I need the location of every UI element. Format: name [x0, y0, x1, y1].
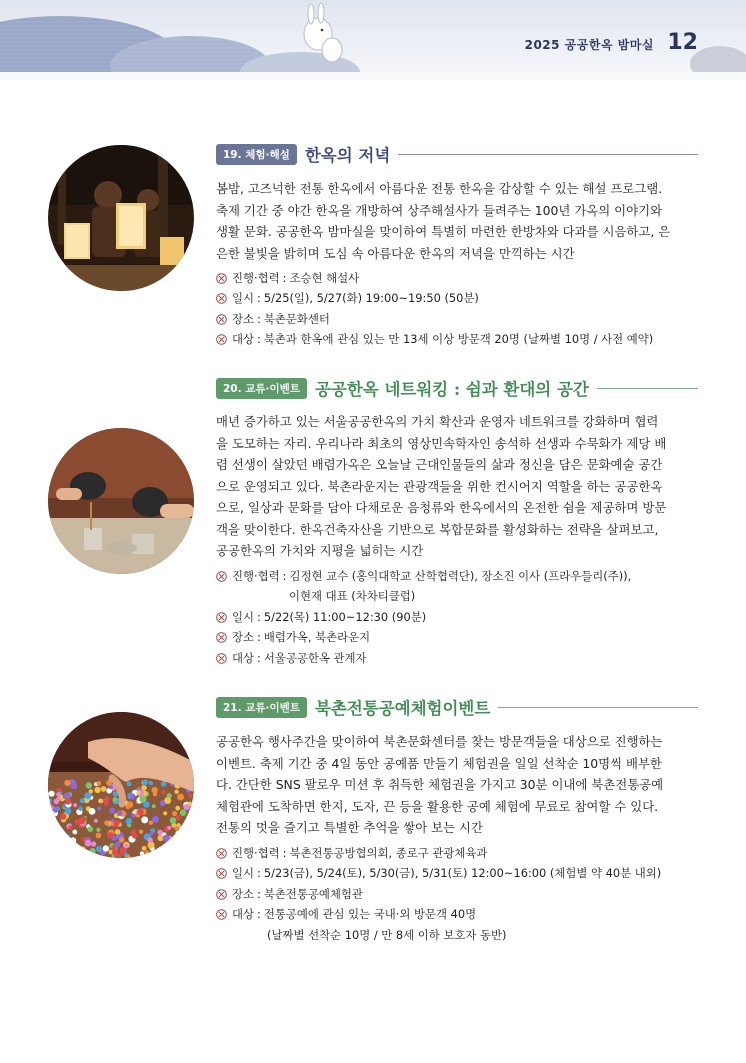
title-divider — [398, 154, 698, 155]
description-line: 축제 기간 중 야간 한옥을 개방하여 상주해설사가 들려주는 100년 가옥의 이야기와 — [216, 202, 663, 218]
detail-label: 장소 — [232, 311, 255, 326]
section-20-title-row — [216, 376, 698, 400]
title-divider — [498, 707, 698, 708]
detail-label: 진행·협력 — [232, 271, 280, 285]
category-badge: 19. 체험·해설 — [216, 144, 297, 165]
detail-value: 북촌전통공방협의회, 종로구 관광체육과 — [289, 846, 488, 860]
section-title: 한옥의 저녁 — [304, 146, 391, 165]
circle-x-bullet-icon — [216, 612, 227, 623]
description-line: 을 도모하는 자리. 우리나라 최초의 영상민속학자인 송석하 선생과 수묵화가 제당 배 — [216, 435, 667, 451]
detail-label: 장소 — [232, 630, 255, 645]
detail-value: 서울공공한옥 관계자 — [263, 650, 367, 665]
description-line: 으로, 일상과 문화를 담아 다채로운 음청류와 한옥에서의 온전한 쉼을 제공하며 방문 — [216, 500, 667, 515]
program-details — [216, 566, 716, 668]
detail-label: 일시 — [232, 609, 255, 624]
detail-label: 대상 — [232, 332, 255, 347]
detail-organizer: 진행·협력 : 북촌전통공방협의회, 종로구 관광체육과 — [216, 843, 716, 863]
detail-organizer: 진행·협력 : 조승현 해설사 — [216, 268, 716, 288]
detail-label: 진행·협력 — [232, 846, 280, 860]
program-details — [216, 268, 716, 350]
page-header-title: 2025 공공한옥 밤마실 — [524, 38, 654, 52]
circle-x-bullet-icon — [216, 632, 227, 643]
detail-label: 장소 — [232, 886, 255, 901]
section-title: 공공한옥 네트워킹 : 쉼과 환대의 공간 — [314, 380, 589, 399]
circle-x-bullet-icon — [216, 273, 227, 284]
description-line: 공공한옥 행사주간을 맞이하여 북촌문화센터를 찾는 방문객들을 대상으로 진행하는 — [216, 734, 663, 749]
circle-x-bullet-icon — [216, 571, 227, 582]
description-line: 은한 불빛을 밝히며 도심 속 아름다운 한옥의 저녁을 만끽하는 시간 — [216, 245, 575, 261]
detail-place: 장소 : 북촌전통공예체험관 — [216, 884, 716, 904]
description-line: 공공한옥의 가치와 지평을 넓히는 시간 — [216, 543, 424, 558]
detail-value: (날짜별 선착순 10명 / 만 8세 이하 보호자 동반) — [267, 927, 507, 942]
circle-x-bullet-icon — [216, 868, 227, 879]
description-line: 생활 문화. 공공한옥 밤마실을 맞이하여 특별히 마련한 한방차와 다과를 시음하고, 은 — [216, 224, 671, 239]
section-description — [216, 731, 698, 839]
section-description — [216, 411, 698, 562]
detail-target-continued — [216, 925, 716, 945]
circle-x-bullet-icon — [216, 334, 227, 345]
detail-value: 북촌문화센터 — [263, 311, 330, 326]
detail-label: 일시 — [232, 866, 255, 881]
circle-x-bullet-icon — [216, 848, 227, 859]
night-lantern-tour-photo — [48, 145, 194, 291]
detail-value: 북촌전통공예체험관 — [263, 886, 363, 901]
detail-label: 대상 — [232, 907, 255, 922]
title-divider — [597, 388, 698, 389]
description-line: 체험관에 도착하면 한지, 도자, 끈 등을 활용한 공예 체험에 무료로 참여할 수 있다. — [216, 798, 659, 814]
detail-value: 김정현 교수 (홍익대학교 산학협력단), 장소진 이사 (프라우들리(주)), — [289, 569, 632, 583]
section-title: 북촌전통공예체험이벤트 — [314, 699, 491, 718]
detail-label: 진행·협력 — [232, 569, 280, 583]
detail-value: 5/23(금), 5/24(토), 5/30(금), 5/31(토) 12:00~16:00 (체험별 약 40분 내외) — [263, 866, 662, 881]
detail-target: 대상 : 전통공예에 관심 있는 국내·외 방문객 40명 — [216, 904, 716, 924]
page-header — [0, 0, 746, 80]
category-badge: 20. 교류·이벤트 — [216, 378, 307, 399]
description-line: 봄밤, 고즈넉한 전통 한옥에서 아름다운 전통 한옥을 감상할 수 있는 해설 프로그램. — [216, 181, 663, 196]
circle-x-bullet-icon — [216, 653, 227, 664]
program-details — [216, 843, 716, 945]
description-line: 렴 선생이 살았던 배렴가옥은 오늘날 근대인물들의 삶과 정신을 담은 문화예술 공간 — [216, 457, 663, 472]
description-line: 으로 운영되고 있다. 북촌라운지는 관광객들을 위한 컨시어지 역할을 하는 공공한옥 — [216, 478, 663, 494]
detail-value: 이현재 대표 (차차티클럽) — [289, 589, 416, 604]
detail-date: 일시 : 5/23(금), 5/24(토), 5/30(금), 5/31(토) 12:00~16:00 (체험별 약 40분 내외) — [216, 863, 716, 883]
detail-label: 일시 — [232, 291, 255, 306]
detail-value: 전통공예에 관심 있는 국내·외 방문객 40명 — [263, 907, 477, 922]
page-number: 12 — [667, 30, 698, 55]
description-line: 전통의 멋을 즐기고 특별한 추억을 쌓아 보는 시간 — [216, 820, 483, 835]
description-line: 이벤트. 축제 기간 중 4일 동안 공예품 만들기 체험권을 일일 선착순 10명씩 배부한 — [216, 755, 662, 771]
section-description — [216, 178, 698, 264]
description-line: 매년 증가하고 있는 서울공공한옥의 가치 확산과 운영자 네트워크를 강화하며 협력 — [216, 414, 659, 429]
detail-value: 5/25(일), 5/27(화) 19:00~19:50 (50분) — [263, 291, 479, 306]
detail-value: 조승현 해설사 — [289, 271, 360, 285]
detail-label: 대상 — [232, 650, 255, 665]
section-19-title-row — [216, 142, 698, 166]
tea-pouring-photo — [48, 428, 194, 574]
colorful-beads-craft-photo — [48, 712, 194, 858]
section-21-title-row — [216, 695, 698, 719]
detail-date: 일시 : 5/25(일), 5/27(화) 19:00~19:50 (50분) — [216, 288, 716, 308]
detail-organizer: 진행·협력 : 김정현 교수 (홍익대학교 산학협력단), 장소진 이사 (프라우들리(주)), — [216, 566, 716, 586]
detail-place: 장소 : 북촌문화센터 — [216, 309, 716, 329]
detail-value: 배렴가옥, 북촌라운지 — [263, 630, 371, 645]
detail-place: 장소 : 배렴가옥, 북촌라운지 — [216, 627, 716, 647]
detail-date: 일시 : 5/22(목) 11:00~12:30 (90분) — [216, 607, 716, 627]
circle-x-bullet-icon — [216, 909, 227, 920]
detail-organizer-continued — [216, 586, 716, 606]
description-line: 다. 간단한 SNS 팔로우 미션 후 취득한 체험권을 가지고 30분 이내에 북촌전통공예 — [216, 777, 664, 792]
circle-x-bullet-icon — [216, 314, 227, 325]
detail-target: 대상 : 북촌과 한옥에 관심 있는 만 13세 이상 방문객 20명 (날짜별 10명 / 사전 예약) — [216, 329, 716, 349]
detail-value: 5/22(목) 11:00~12:30 (90분) — [263, 609, 427, 624]
detail-value: 북촌과 한옥에 관심 있는 만 13세 이상 방문객 20명 (날짜별 10명 / 사전 예약) — [263, 332, 654, 347]
category-badge: 21. 교류·이벤트 — [216, 697, 307, 718]
circle-x-bullet-icon — [216, 889, 227, 900]
detail-target: 대상 : 서울공공한옥 관계자 — [216, 648, 716, 668]
description-line: 객을 맞이한다. 한옥건축자산을 기반으로 복합문화를 활성화하는 전략을 살펴보고, — [216, 521, 659, 537]
circle-x-bullet-icon — [216, 293, 227, 304]
